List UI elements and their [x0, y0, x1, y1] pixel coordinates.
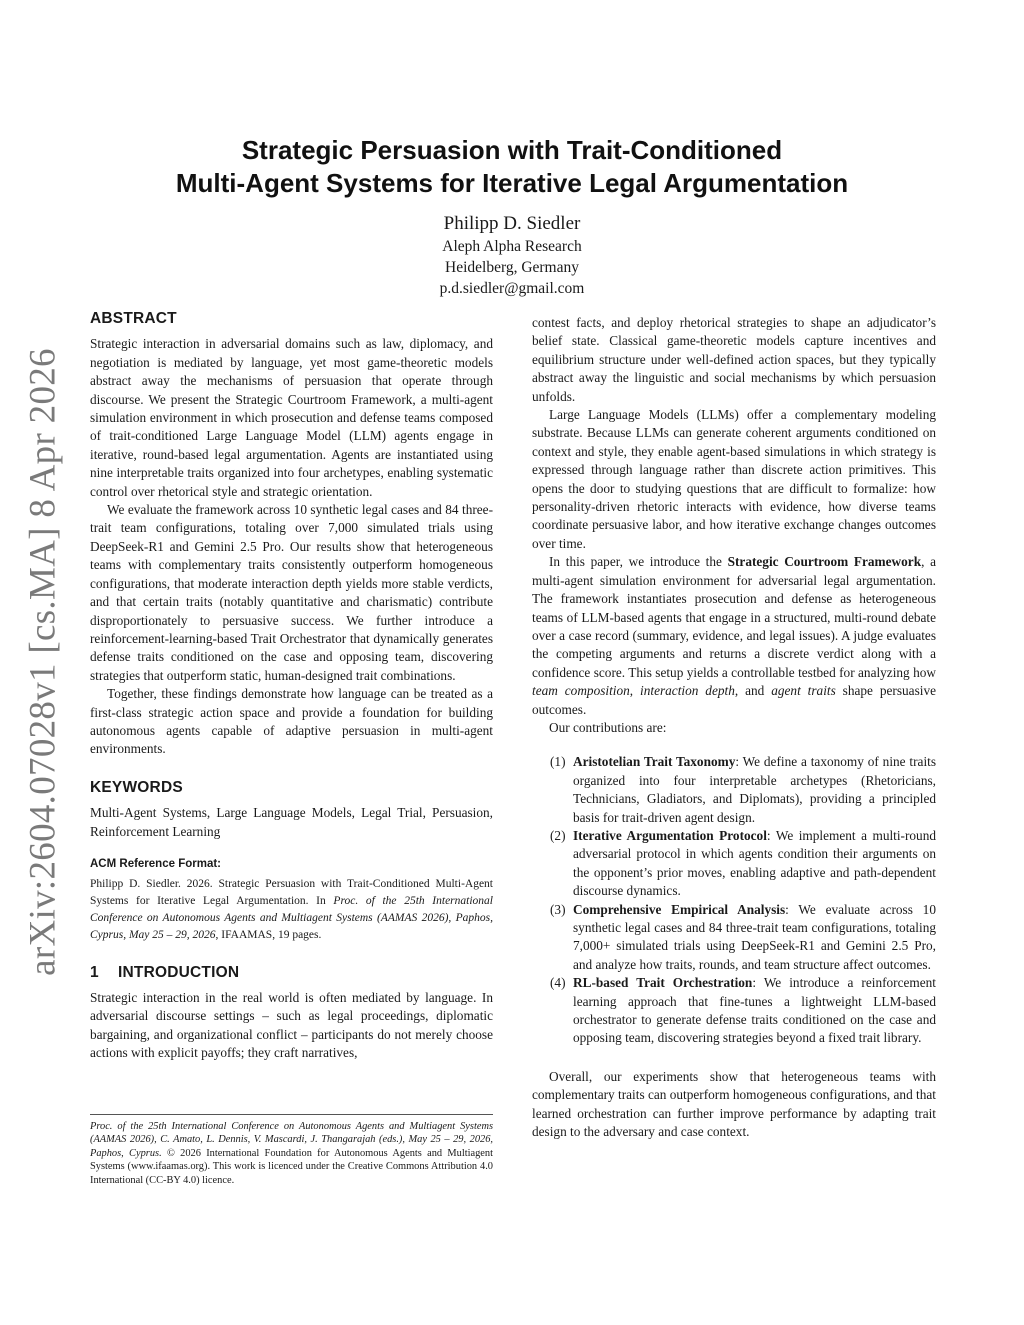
contribution-number: (1) [550, 754, 566, 770]
contributions-intro: Our contributions are: [549, 719, 667, 735]
contribution-item [532, 827, 936, 901]
contribution-text: : We define a taxonomy of nine traits organized into four interpretable archetypes (Rhetoricians, Technicians, Gladiators, and Diplomats), providing a principled basis for trait-driven agent design. [573, 754, 937, 825]
contribution-body [573, 753, 936, 827]
contribution-text: : We implement a multi-round adversarial protocol in which agents condition their arguments on the opponent’s prior moves, enabling adaptive and path-dependent discourse dynamics. [573, 827, 937, 899]
paper-header [0, 134, 1024, 299]
keywords-heading: KEYWORDS [90, 778, 183, 796]
contribution-number: (3) [550, 901, 566, 917]
abstract-paragraph-3: Together, these findings demonstrate how language can be treated as a first-class strategic action space and provide a foundation for building autonomous agents capable of adaptive persuasion in multi-agent environments. [90, 686, 493, 757]
contribution-text: : We introduce a reinforcement learning approach that fine-tunes a lightweight LLM-based orchestrator to generate defense traits conditioned on the case and opposing team, discovering strategies beyond a fixed trait library. [573, 975, 936, 1046]
intro-heading: 1 INTRODUCTION [90, 963, 240, 981]
intro-closing-paragraph: Overall, our experiments show that heterogeneous teams with complementary traits can outperform homogeneous configurations, and that learned orchestration can further improve performance by adapting trait design to the adversary and case context. [532, 1068, 936, 1140]
contribution-body [573, 974, 936, 1048]
abstract-paragraph-2: We evaluate the framework across 10 synthetic legal cases and 84 three-trait team configurations, totaling over 7,000 simulated trials using DeepSeek-R1 and Gemini 2.5 Pro. Our results show that heterogeneous teams with complementary traits consistently outperform homogeneous configurations, that moderate interaction depth yields more stable verdicts, and that certain traits (notably quantitative and charismatic) contribute disproportionately to persuasive success. We further introduce a reinforcement-learning-based Trait Orchestrator that dynamically generates defense traits conditioned on the case and opposing team, discovering strategies that outperform static, human-designed trait combinations. [90, 502, 493, 683]
intro-paragraph-2: Large Language Models (LLMs) offer a complementary modeling substrate. Because LLMs can generate coherent arguments conditioned on context and style, they enable agent-based simulations in which strategy is expressed through language rather than discrete action primitives. This opens the door to studying questions that are difficult to formalize: how personality-driven rhetoric interacts with evidence, how diverse teams coordinate persuasive labor, and how iterative exchange changes outcomes over time. [532, 407, 936, 551]
contribution-title: RL-based Trait Orchestration [573, 975, 753, 991]
acm-reference-label: ACM Reference Format: [90, 857, 221, 870]
contribution-body [573, 901, 936, 975]
title-line-1: Strategic Persuasion with Trait-Conditioned [241, 135, 783, 165]
contribution-item [532, 974, 936, 1048]
contribution-title: Comprehensive Empirical Analysis [573, 901, 786, 917]
keywords-text: Multi-Agent Systems, Large Language Models, Legal Trial, Persuasion, Reinforcement Learning [90, 805, 493, 839]
acm-reference-text: Philipp D. Siedler. 2026. Strategic Persuasion with Trait-Conditioned Multi-Agent Systems for Iterative Legal Argumentation. In Proc. of the 25th International Conference on Autonomous Agents and Multiagent Systems (AAMAS 2026), Paphos, Cyprus, May 25 – 29, 2026, IFAAMAS, 19 pages. [90, 878, 493, 941]
author-email: p.d.siedler@gmail.com [439, 280, 585, 297]
contribution-body [573, 827, 936, 901]
contribution-title: Aristotelian Trait Taxonomy [573, 754, 736, 770]
left-column [90, 310, 493, 1063]
intro-paragraph-1-start: Strategic interaction in the real world is often mediated by language. In adversarial discourse settings – such as legal proceedings, diplomatic bargaining, and organizational conflict – participants do not merely choose actions with explicit payoffs; they craft narratives, [90, 989, 493, 1061]
arxiv-identifier: arXiv:2604.07028v1 [cs.MA] 8 Apr 2026 [22, 348, 64, 976]
contribution-number: (4) [550, 975, 566, 991]
author-location: Heidelberg, Germany [445, 259, 579, 276]
contribution-text: : We evaluate across 10 synthetic legal cases and 84 three-trait team configurations, totaling 7,000+ simulated trials using DeepSeek-R1 and Gemini 2.5 Pro, and analyze how traits, rounds, and team structure affect outcomes. [573, 901, 936, 972]
footnote: Proc. of the 25th International Conference on Autonomous Agents and Multiagent Systems (AAMAS 2026), C. Amato, L. Dennis, V. Mascardi, J. Thangarajah (eds.), May 25 – 29, 2026, Paphos, Cyprus. © 2026 International Foundation for Autonomous Agents and Multiagent Systems (www.ifaamas.org). This work is licenced under the Creative Commons Attribution 4.0 International (CC-BY 4.0) licence. [90, 1114, 493, 1187]
intro-paragraph-1-continued: contest facts, and deploy rhetorical strategies to shape an adjudicator’s belief state. Classical game-theoretic models capture incentives and equilibrium structure under well-defined action spaces, but they typically abstract away the linguistic and social mechanisms by which persuasion unfolds. [532, 315, 936, 404]
contribution-number: (2) [550, 827, 566, 843]
intro-paragraph-3: In this paper, we introduce the Strategic Courtroom Framework, a multi-agent simulation environment for adversarial legal argumentation. The framework instantiates prosecution and defense as heterogeneous teams of LLM-based agents that engage in a structured, multi-round debate over a case record (summary, evidence, and legal issues). A judge evaluates the competing arguments and returns a discrete verdict along with a confidence score. This setup yields a controllable testbed for analyzing how team composition, interaction depth, and agent traits shape persuasive outcomes. [532, 554, 937, 717]
paper-title [0, 134, 1024, 200]
title-line-2: Multi-Agent Systems for Iterative Legal Argumentation [175, 168, 849, 198]
abstract-heading: ABSTRACT [90, 310, 177, 327]
right-column [532, 314, 936, 1141]
author-name: Philipp D. Siedler [443, 213, 581, 234]
section-number: 1 [90, 963, 99, 981]
contribution-item [532, 901, 936, 975]
contributions-list [532, 753, 936, 1048]
author-affiliation: Aleph Alpha Research [442, 238, 582, 255]
abstract-paragraph-1: Strategic interaction in adversarial domains such as law, diplomacy, and negotiation is mediated by language, yet most game-theoretic models abstract away the mechanisms of persuasion that operate through discourse. We present the Strategic Courtroom Framework, a multi-agent simulation environment in which prosecution and defense teams composed of trait-conditioned Large Language Model (LLM) agents engage in iterative, round-based legal argumentation. Agents are instantiated using nine interpretable traits organized into four archetypes, enabling systematic control over rhetorical style and strategic orientation. [90, 336, 493, 499]
contribution-title: Iterative Argumentation Protocol [573, 827, 767, 843]
contribution-item [532, 753, 936, 827]
